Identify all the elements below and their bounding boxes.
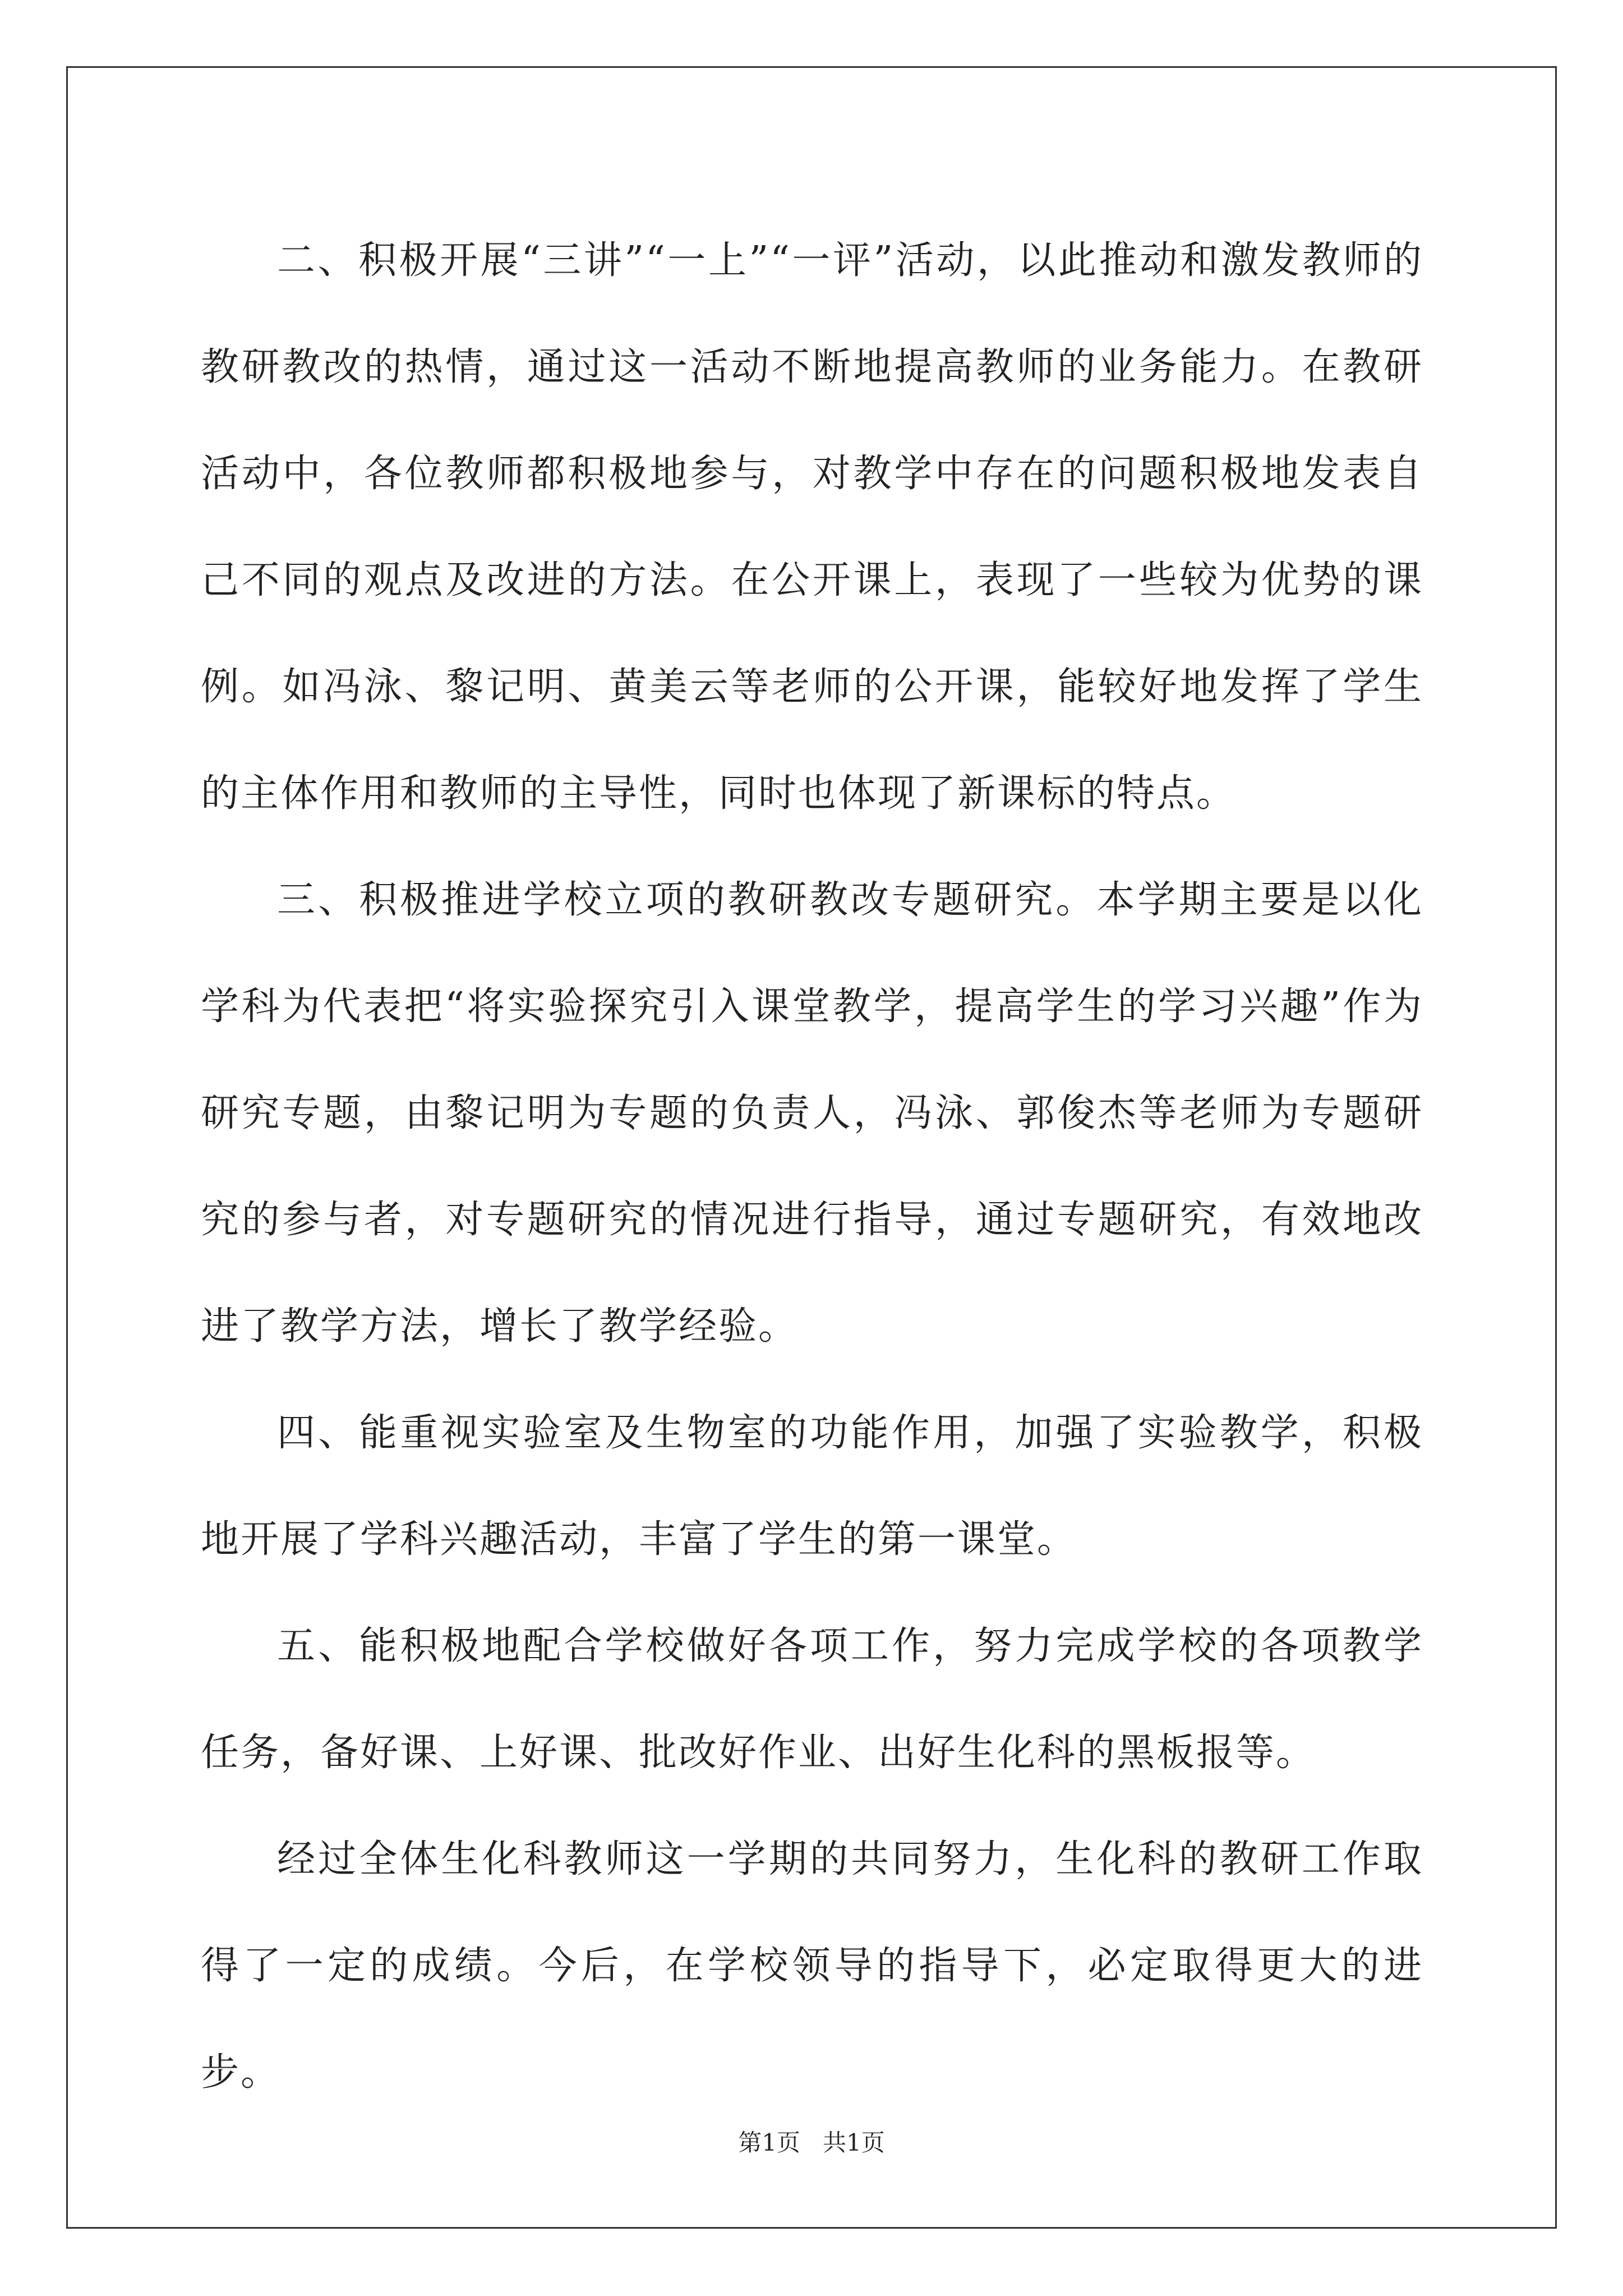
paragraph-conclusion: 经过全体生化科教师这一学期的共同努力，生化科的教研工作取得了一定的成绩。今后，在学校领导的指导下，必定取得更大的进步。	[201, 1837, 1423, 2095]
paragraph-3: 三、积极推进学校立项的教研教改专题研究。本学期主要是以化学科为代表把“将实验探究引入课堂教学，提高学生的学习兴趣”作为研究专题，由黎记明为专题的负责人，冯泳、郭俊杰等老师为专题研究的参与者，对专题研究的情况进行指导，通过专题研究，有效地改进了教学方法，增长了教学经验。	[201, 878, 1423, 1349]
paragraph-2: 二、积极开展“三讲”“一上”“一评”活动，以此推动和激发教师的教研教改的热情，通过这一活动不断地提高教师的业务能力。在教研活动中，各位教师都积极地参与，对教学中存在的问题积极地发表自己不同的观点及改进的方法。在公开课上，表现了一些较为优势的课例。如冯泳、黎记明、黄美云等老师的公开课，能较好地发挥了学生的主体作用和教师的主导性，同时也体现了新课标的特点。	[201, 238, 1423, 816]
page-footer	[0, 2126, 1623, 2160]
page-number-current: 第1页	[738, 2129, 800, 2156]
document-body	[201, 208, 1423, 2126]
paragraph-4: 四、能重视实验室及生物室的功能作用，加强了实验教学，积极地开展了学科兴趣活动，丰富了学生的第一课堂。	[201, 1411, 1423, 1562]
page-number-total: 共1页	[823, 2129, 885, 2156]
paragraph-5: 五、能积极地配合学校做好各项工作，努力完成学校的各项教学任务，备好课、上好课、批改好作业、出好生化科的黑板报等。	[201, 1624, 1423, 1775]
